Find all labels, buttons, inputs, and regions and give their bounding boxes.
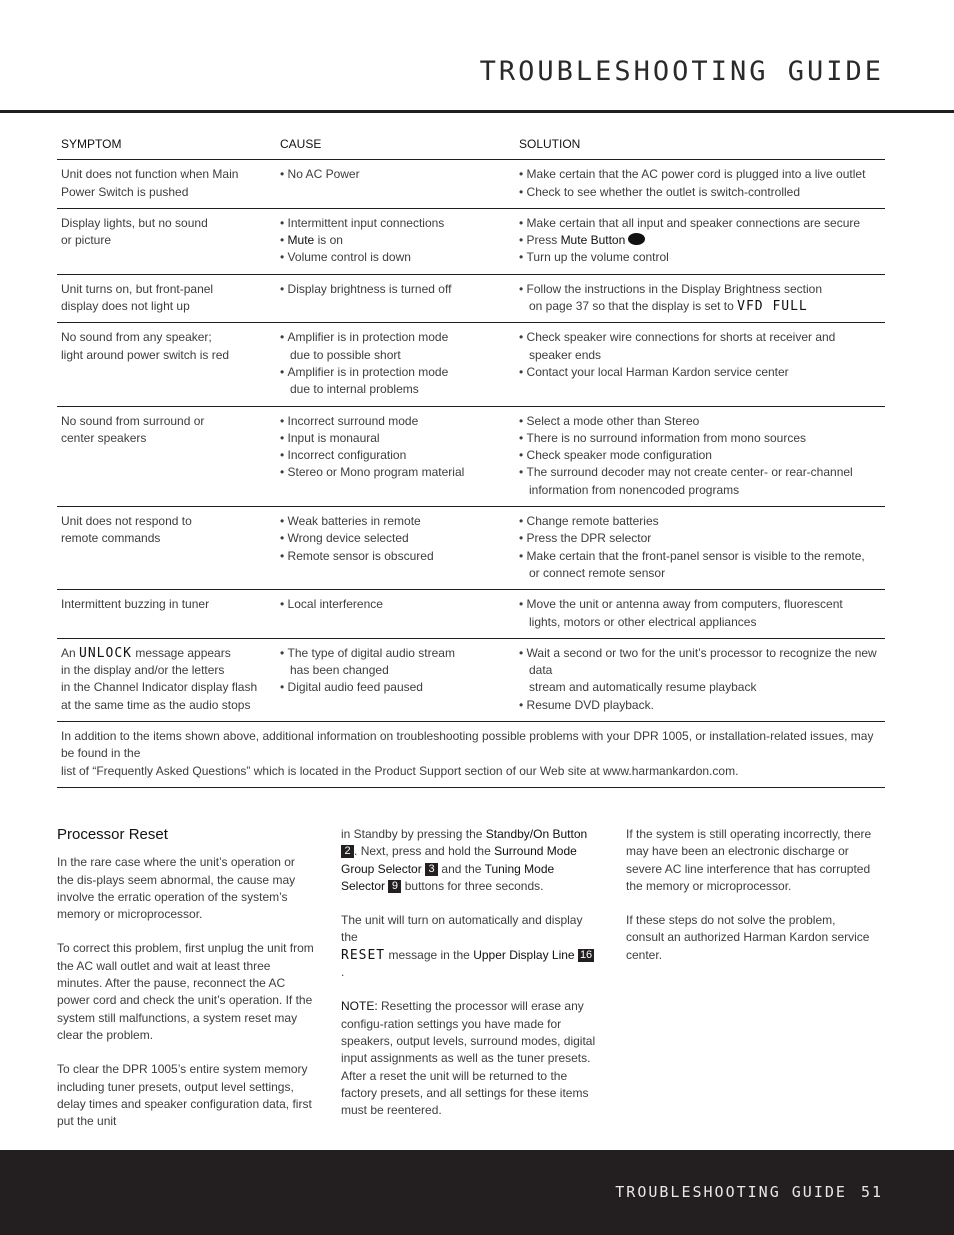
- note-line: In addition to the items shown above, additional information on troubleshooting possible problems with your DPR 1005, or installation-related issues, may be found in the: [61, 729, 874, 761]
- table-header-row: [57, 132, 885, 160]
- processor-reset-column-3: [626, 826, 876, 981]
- cause-cell: [276, 323, 515, 406]
- cause-cell: [276, 507, 515, 590]
- text: message in the: [385, 947, 474, 962]
- table-row: [57, 638, 885, 721]
- text: in Standby by pressing the: [341, 827, 486, 841]
- solution-continuation: stream and automatically resume playback: [529, 680, 757, 695]
- unlock-display-text: UNLOCK: [79, 645, 132, 661]
- cause-item: • Volume control is down: [280, 249, 511, 266]
- processor-reset-heading: Processor Reset: [57, 826, 168, 843]
- symptom-cell: [57, 507, 276, 590]
- table-note: [57, 722, 885, 788]
- solution-item: • Select a mode other than Stereo: [519, 413, 881, 430]
- footer-bar: [0, 1150, 954, 1235]
- cause-continuation: due to internal problems: [290, 382, 419, 397]
- symptom-cell: [57, 274, 276, 323]
- solution-item: • The surround decoder may not create center- or rear-channel: [519, 464, 881, 481]
- vfd-full-display-text: VFD FULL: [737, 299, 808, 315]
- footer-section-title: TROUBLESHOOTING GUIDE: [615, 1183, 847, 1201]
- symptom-line: Unit turns on, but front-panel: [61, 281, 214, 296]
- symptom-line: Unit does not respond to: [61, 514, 192, 529]
- table-note-row: [57, 722, 885, 788]
- symptom-cell: [57, 638, 276, 721]
- cause-continuation: has been changed: [290, 663, 389, 678]
- symptom-line: Display lights, but no sound: [61, 215, 208, 230]
- note-line: list of “Frequently Asked Questions” which is located in the Product Support section of our Web site at www.harmankardon.com.: [61, 763, 739, 778]
- callout-number: 16: [579, 948, 593, 961]
- solution-cell: [515, 160, 885, 209]
- symptom-cell: [57, 406, 276, 506]
- mute-label: Mute: [287, 233, 315, 248]
- cause-continuation: due to possible short: [290, 347, 401, 362]
- text: Next, press and hold the: [360, 844, 495, 859]
- table-row: [57, 406, 885, 506]
- standby-on-button-label: Standby/On Button: [485, 827, 588, 841]
- symptom-line: No sound from any speaker;: [61, 330, 212, 345]
- table-row: [57, 590, 885, 639]
- cause-cell: [276, 590, 515, 639]
- surround-mode-group-selector-label: Surround Mode Group Selector: [341, 844, 577, 876]
- tuning-mode-selector-label: Tuning Mode Selector: [341, 861, 555, 893]
- solution-cell: [515, 507, 885, 590]
- symptom-text: message appears: [131, 645, 231, 660]
- solution-item: • Check speaker mode configuration: [519, 447, 881, 464]
- cause-cell: [276, 208, 515, 274]
- solution-cell: [515, 406, 885, 506]
- cause-item: • Digital audio feed paused: [280, 679, 511, 696]
- paragraph: If these steps do not solve the problem, consult an authorized Harman Kardon service center.: [626, 913, 870, 962]
- footer-text: [615, 1183, 883, 1201]
- text: .: [354, 844, 358, 859]
- callout-number: 3: [425, 863, 438, 876]
- table-row: [57, 160, 885, 209]
- text: and the: [438, 861, 485, 876]
- column-header-symptom: SYMPTOM: [57, 132, 276, 160]
- cause-cell: [276, 160, 515, 209]
- cause-item: • Incorrect configuration: [280, 447, 511, 464]
- solution-item: • Wait a second or two for the unit’s processor to recognize the new data: [519, 645, 881, 680]
- solution-continuation: speaker ends: [529, 347, 602, 362]
- cause-item: • Weak batteries in remote: [280, 513, 511, 530]
- text: Resetting the processor will erase any configu-ration settings you have made for speakers, output levels, surround modes, digital input assignments as well as the tuner presets. After a reset the unit will be returned to the factory presets, and all settings for these items must be reentered.: [341, 999, 596, 1118]
- cause-cell: [276, 406, 515, 506]
- symptom-cell: [57, 590, 276, 639]
- callout-number: 2: [341, 845, 354, 858]
- symptom-line: Intermittent buzzing in tuner: [61, 597, 210, 612]
- solution-continuation: information from nonencoded programs: [529, 482, 740, 497]
- processor-reset-column-2: [341, 826, 597, 1136]
- column-header-cause: CAUSE: [276, 132, 515, 160]
- symptom-cell: [57, 208, 276, 274]
- solution-continuation: lights, motors or other electrical appliances: [529, 614, 757, 629]
- solution-item: • Press the DPR selector: [519, 530, 881, 547]
- cause-item: • Amplifier is in protection mode: [280, 364, 511, 381]
- cause-cell: [276, 638, 515, 721]
- solution-item: • Make certain that all input and speaker connections are secure: [519, 215, 881, 232]
- column-header-solution: SOLUTION: [515, 132, 885, 160]
- page-title: TROUBLESHOOTING GUIDE: [479, 56, 884, 87]
- solution-item: [519, 232, 881, 249]
- mute-button-label: Mute Button: [560, 233, 626, 248]
- solution-cell: [515, 590, 885, 639]
- text: .: [341, 965, 345, 980]
- cause-item: • The type of digital audio stream: [280, 645, 511, 662]
- callout-number: 9: [388, 880, 401, 893]
- paragraph: [341, 912, 597, 981]
- paragraph: [341, 998, 597, 1119]
- symptom-line: No sound from surround or: [61, 413, 205, 428]
- page-number: 51: [860, 1183, 883, 1201]
- solution-item: • Resume DVD playback.: [519, 697, 881, 714]
- paragraph: To correct this problem, first unplug the unit from the AC wall outlet and wait at least three minutes. After the pause, reconnect the AC power cord and check the unit’s operation. If the system still malfunctions, a system reset may clear the problem.: [57, 941, 314, 1042]
- symptom-cell: [57, 160, 276, 209]
- symptom-line: Power Switch is pushed: [61, 184, 189, 199]
- solution-cell: [515, 638, 885, 721]
- symptom-line: remote commands: [61, 531, 161, 546]
- symptom-line: or picture: [61, 233, 112, 248]
- symptom-cell: [57, 323, 276, 406]
- solution-text: on page 37 so that the display is set to: [529, 299, 738, 314]
- solution-item: • Move the unit or antenna away from computers, fluorescent: [519, 596, 881, 613]
- symptom-line: display does not light up: [61, 299, 190, 314]
- solution-item: • Follow the instructions in the Display Brightness section: [519, 281, 881, 298]
- solution-item: • Check speaker wire connections for shorts at receiver and: [519, 329, 881, 346]
- table-row: [57, 274, 885, 323]
- paragraph: [341, 826, 597, 895]
- cause-item: • Incorrect surround mode: [280, 413, 511, 430]
- solution-item: • Check to see whether the outlet is switch-controlled: [519, 184, 881, 201]
- symptom-line: at the same time as the audio stops: [61, 697, 251, 712]
- upper-display-line-label: Upper Display Line: [473, 947, 575, 962]
- solution-item: • Make certain that the AC power cord is plugged into a live outlet: [519, 166, 881, 183]
- paragraph: If the system is still operating incorrectly, there may have been an electronic discharge or severe AC line interference that has corrupted the memory or microprocessor.: [626, 827, 872, 893]
- solution-cell: [515, 323, 885, 406]
- cause-item: • Remote sensor is obscured: [280, 548, 511, 565]
- solution-item: • Make certain that the front-panel sensor is visible to the remote,: [519, 548, 881, 565]
- solution-item: • Turn up the volume control: [519, 249, 881, 266]
- text: The unit will turn on automatically and display the: [341, 913, 583, 945]
- symptom-line: center speakers: [61, 430, 147, 445]
- cause-item: • Stereo or Mono program material: [280, 464, 511, 481]
- solution-continuation: [519, 298, 881, 315]
- table-row: [57, 208, 885, 274]
- cause-item: • Input is monaural: [280, 430, 511, 447]
- solution-text: Press: [526, 233, 561, 248]
- symptom-line: Unit does not function when Main: [61, 167, 239, 182]
- cause-cell: [276, 274, 515, 323]
- reset-display-text: RESET: [341, 947, 386, 963]
- troubleshooting-table: [57, 132, 885, 788]
- solution-cell: [515, 274, 885, 323]
- symptom-line: in the display and/or the letters: [61, 663, 225, 678]
- table-row: [57, 507, 885, 590]
- processor-reset-column-1: [57, 826, 314, 1147]
- cause-item: • Local interference: [280, 596, 511, 613]
- symptom-text: An: [61, 645, 80, 660]
- solution-item: • There is no surround information from mono sources: [519, 430, 881, 447]
- title-rule: [0, 110, 954, 113]
- cause-text: is on: [314, 233, 343, 248]
- solution-item: • Change remote batteries: [519, 513, 881, 530]
- cause-item: • Display brightness is turned off: [280, 281, 511, 298]
- cause-item: • Amplifier is in protection mode: [280, 329, 511, 346]
- table-row: [57, 323, 885, 406]
- paragraph: To clear the DPR 1005’s entire system memory including tuner presets, output level settings, delay times and speaker configuration data, first put the unit: [57, 1062, 312, 1129]
- note-label: NOTE:: [341, 999, 378, 1014]
- text: buttons for three seconds.: [404, 878, 544, 893]
- cause-item: [280, 232, 511, 249]
- cause-item: • Intermittent input connections: [280, 215, 511, 232]
- mute-button-icon: [628, 233, 645, 245]
- solution-cell: [515, 208, 885, 274]
- cause-item: • Wrong device selected: [280, 530, 511, 547]
- symptom-line: in the Channel Indicator display flash: [61, 680, 258, 695]
- solution-item: • Contact your local Harman Kardon service center: [519, 364, 881, 381]
- symptom-line: light around power switch is red: [61, 347, 230, 362]
- solution-continuation: or connect remote sensor: [529, 565, 666, 580]
- paragraph: In the rare case where the unit’s operation or the dis-plays seem abnormal, the cause may involve the erratic operation of the system’s memory or microprocessor.: [57, 855, 296, 922]
- cause-item: • No AC Power: [280, 166, 511, 183]
